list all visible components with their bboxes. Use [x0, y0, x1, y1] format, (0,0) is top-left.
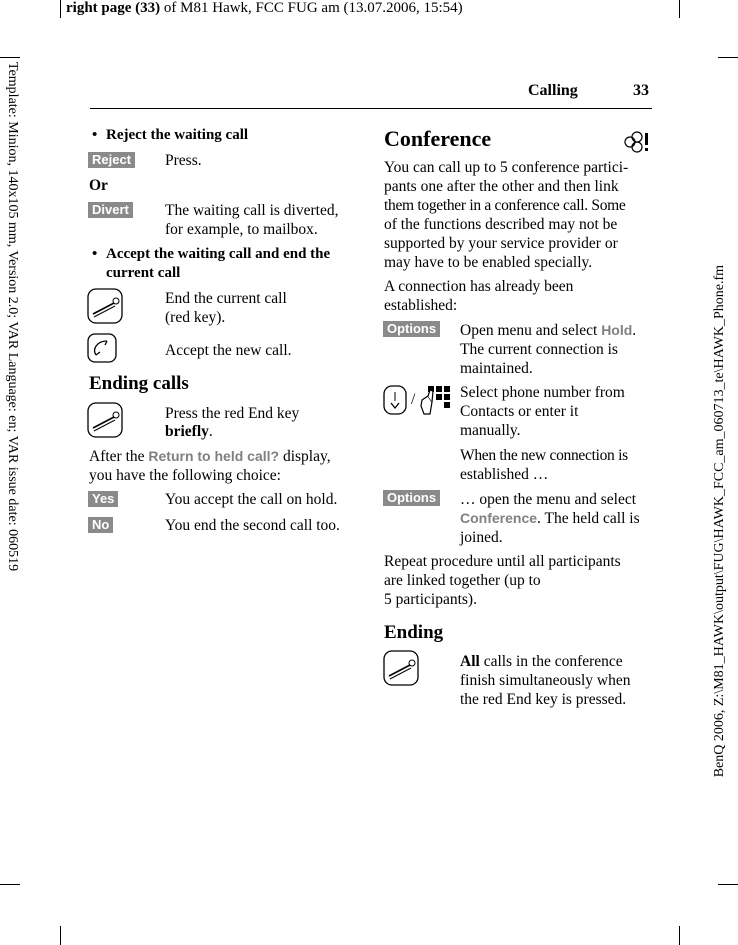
- maintained-line-1: The current connection is: [460, 341, 618, 358]
- end-key-icon: [383, 650, 419, 686]
- reject-softkey: Reject: [88, 152, 135, 168]
- return-held-sentence: After the Return to held call? display,: [89, 448, 331, 465]
- end-call-text-2: (red key).: [165, 309, 226, 326]
- no-description: You end the second call too.: [165, 517, 340, 534]
- choice-sentence: you have the following choice:: [89, 467, 281, 484]
- options-softkey-2: Options: [383, 490, 440, 506]
- crop-mark: [0, 57, 20, 58]
- bullet-accept-text: Accept the waiting call and end the current call: [106, 246, 331, 281]
- yes-description: You accept the call on hold.: [165, 491, 338, 508]
- template-info: Template: Minion, 140x105 mm, Version 2.0; VAR Language: en; VAR issue date: 060519: [5, 62, 20, 572]
- crop-mark: [679, 0, 680, 18]
- when-line-2: established …: [460, 466, 549, 483]
- established-line-2: established:: [384, 297, 458, 314]
- accept-call-text: Accept the new call.: [165, 342, 292, 359]
- page-number: 33: [633, 82, 649, 99]
- network-dependent-icon: [622, 130, 652, 154]
- maintained-line-2: maintained.: [460, 360, 533, 377]
- press-red-text-2: briefly.: [165, 423, 213, 440]
- crop-mark: [679, 926, 680, 945]
- repeat-line-3: 5 participants).: [384, 591, 477, 608]
- ending-calls-heading: Ending calls: [89, 373, 189, 394]
- navigation-key-icon: [383, 385, 407, 415]
- or-label: Or: [89, 177, 108, 194]
- no-softkey: No: [88, 517, 113, 533]
- finish-line-2: the red End key is pressed.: [460, 691, 627, 708]
- yes-softkey: Yes: [88, 491, 118, 507]
- crop-mark: [60, 926, 61, 945]
- repeat-line-2: are linked together (up to: [384, 572, 541, 589]
- bullet-reject-text: Reject the waiting call: [106, 127, 249, 143]
- open-menu-line: … open the menu and select: [460, 491, 637, 508]
- select-line-2: Contacts or enter it: [460, 403, 579, 420]
- press-red-text-1: Press the red End key: [165, 405, 300, 422]
- running-head: Calling: [528, 82, 578, 99]
- crop-mark: [0, 884, 20, 885]
- all-calls-line: All calls in the conference: [460, 653, 623, 670]
- crop-mark: [60, 0, 61, 18]
- keypad-icon: [418, 384, 452, 418]
- bullet-reject: •: [92, 127, 98, 143]
- conference-option-line: Conference. The held call is: [460, 510, 640, 527]
- reject-description: Press.: [165, 152, 202, 169]
- intro-line-4: of the functions described may not be: [384, 216, 618, 233]
- established-line-1: A connection has already been: [384, 278, 574, 295]
- finish-line-1: finish simultaneously when: [460, 672, 631, 689]
- end-key-icon: [87, 288, 123, 324]
- print-header: right page (33) of M81 Hawk, FCC FUG am (13.07.2006, 15:54): [66, 0, 463, 16]
- conference-heading: Conference: [384, 126, 492, 151]
- intro-line-5: supported by your service provider or: [384, 235, 618, 252]
- call-key-icon: [87, 333, 117, 363]
- options-softkey: Options: [383, 321, 440, 337]
- crop-mark: [718, 57, 738, 58]
- open-menu-hold: Open menu and select Hold.: [460, 322, 637, 339]
- intro-line-2: pants one after the other and then link: [384, 178, 619, 195]
- end-call-text-1: End the current call: [165, 290, 287, 307]
- joined-line: joined.: [460, 529, 503, 546]
- header-rule: [90, 108, 652, 109]
- intro-line-3: them together in a conference call. Some: [384, 197, 626, 214]
- when-line-1: When the new connection is: [460, 447, 628, 464]
- intro-line-6: may have to be enabled specially.: [384, 254, 593, 271]
- intro-line-1: You can call up to 5 conference partici-: [384, 159, 629, 176]
- file-path-info: BenQ 2006, Z:\M81_HAWK\output\FUG\HAWK_FCC_am_060713_te\HAWK_Phone.fm: [712, 265, 727, 778]
- bullet-accept: •: [92, 246, 98, 262]
- divert-softkey: Divert: [88, 202, 133, 218]
- divert-description: The waiting call is diverted, for example, to mailbox.: [165, 202, 339, 238]
- repeat-line-1: Repeat procedure until all participants: [384, 553, 621, 570]
- slash: /: [411, 391, 416, 408]
- end-key-icon: [87, 402, 123, 438]
- ending-heading: Ending: [384, 622, 444, 643]
- select-line-3: manually.: [460, 422, 521, 439]
- select-line-1: Select phone number from: [460, 384, 625, 401]
